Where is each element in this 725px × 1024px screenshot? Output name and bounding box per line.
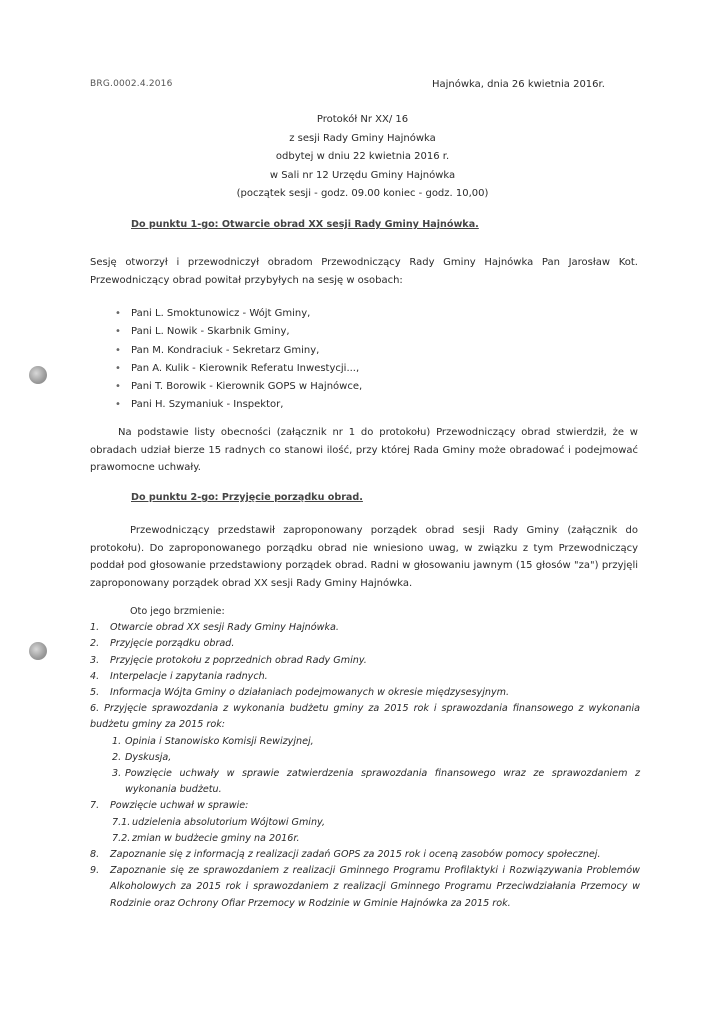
title-line-4: w Sali nr 12 Urzędu Gminy Hajnówka <box>269 169 456 181</box>
item-number: 3. <box>90 654 100 666</box>
title-line-1: Protokół Nr XX/ 16 <box>316 114 409 125</box>
document-reference: BRG.0002.4.2016 <box>90 79 173 89</box>
quorum-paragraph: Na podstawie listy obecności (załącznik nr 1 do protokołu) Przewodniczący obrad stwierdził, że w obradach udział bierze 15 radnych co stanowi ilość, przy której Rada Gminy może obradować i podejmować prawomocne uchwały. <box>90 427 638 473</box>
section-2-heading: Do punktu 2-go: Przyjęcie porządku obrad. <box>131 492 363 503</box>
list-item <box>90 815 640 831</box>
opening-paragraph: Sesję otworzył i przewodniczył obradom Przewodniczący Rady Gminy Hajnówka Pan Jarosław Kot. Przewodniczący obrad powitał przybyłych na sesję w osobach: <box>90 257 638 286</box>
list-item: • Pani L. Smoktunowicz - Wójt Gminy, <box>115 305 362 323</box>
item-number: 4. <box>90 670 100 682</box>
list-item <box>90 798 640 814</box>
item-text: Informacja Wójta Gminy o działaniach podejmowanych w okresie międzysesyjnym. <box>110 687 510 699</box>
list-item <box>90 636 640 652</box>
list-item <box>90 831 640 847</box>
item-number: 1. <box>90 622 100 634</box>
item-text: Powzięcie uchwał w sprawie: <box>110 800 249 812</box>
list-item: • Pani T. Borowik - Kierownik GOPS w Hajnówce, <box>115 378 362 396</box>
place-and-date: Hajnówka, dnia 26 kwietnia 2016r. <box>432 79 605 90</box>
list-item <box>90 701 640 733</box>
punch-hole-top <box>29 366 47 384</box>
item-number: 7.2. <box>112 832 131 844</box>
list-item <box>90 620 640 636</box>
item-number: 2. <box>112 751 122 763</box>
item-text: Przyjęcie porządku obrad. <box>110 638 235 650</box>
list-item: • Pani H. Szymaniuk - Inspektor, <box>115 396 362 414</box>
item-number: 7.1. <box>112 816 131 828</box>
item-text: Powzięcie uchwały w sprawie zatwierdzenia sprawozdania finansowego wraz ze sprawozdaniem z wykonania budżetu. <box>125 768 640 796</box>
title-line-5: (początek sesji - godz. 09.00 koniec - godz. 10,00) <box>236 188 489 199</box>
item-number: 8. <box>90 849 100 861</box>
section-1-heading: Do punktu 1-go: Otwarcie obrad XX sesji Rady Gminy Hajnówka. <box>131 219 479 230</box>
list-item: • Pani L. Nowik - Skarbnik Gminy, <box>115 323 362 341</box>
item-number: 9. <box>90 865 100 877</box>
item-text: Przyjęcie protokołu z poprzednich obrad Rady Gminy. <box>110 654 367 666</box>
title-line-2: z sesji Rady Gminy Hajnówka <box>289 132 436 144</box>
item-text: Dyskusja, <box>125 751 172 763</box>
list-item <box>90 734 640 750</box>
list-item <box>90 685 640 701</box>
item-text: Opinia i Stanowisko Komisji Rewizyjnej, <box>125 735 314 747</box>
item-text: Zapoznanie się ze sprawozdaniem z realizacji Gminnego Programu Profilaktyki i Rozwiązywania Problemów Alkoholowych za 2015 rok i sprawozdaniem z realizacji Gminnego Programu Przeciwdziałania Przemocy w Rodzinie oraz Ochrony Ofiar Przemocy w Rodzinie w Gminie Hajnówka za 2015 rok. <box>110 865 640 909</box>
item-text: Przyjęcie sprawozdania z wykonania budżetu gminy za 2015 rok i sprawozdania finansowego z wykonania budżetu gminy za 2015 rok: <box>90 703 640 731</box>
list-item: • Pan A. Kulik - Kierownik Referatu Inwestycji..., <box>115 360 362 378</box>
protocol-title <box>0 111 725 204</box>
agenda-adoption-paragraph: Przewodniczący przedstawił zaproponowany porządek obrad sesji Rady Gminy (załącznik do protokołu). Do zaproponowanego porządku obrad nie wniesiono uwag, w związku z tym Przewodniczący poddał pod głosowanie przedstawiony porządek obrad. Radni w głosowaniu jawnym (15 głosów "za") przyjęli zaproponowany porządek obrad XX sesji Rady Gminy Hajnówka. <box>90 525 638 589</box>
list-item <box>90 847 640 863</box>
list-item: • Pan M. Kondraciuk - Sekretarz Gminy, <box>115 342 362 360</box>
item-number: 7. <box>90 800 100 812</box>
title-line-3: odbytej w dniu 22 kwietnia 2016 r. <box>275 151 450 162</box>
list-item <box>90 750 640 766</box>
agenda-intro: Oto jego brzmienie: <box>130 606 225 617</box>
list-item <box>90 669 640 685</box>
item-text: udzielenia absolutorium Wójtowi Gminy, <box>132 816 326 828</box>
agenda-list <box>90 604 640 912</box>
item-number: 6. <box>90 703 100 715</box>
punch-hole-bottom <box>29 642 47 660</box>
item-number: 1. <box>112 735 122 747</box>
list-item <box>90 653 640 669</box>
item-text: Interpelacje i zapytania radnych. <box>110 670 268 682</box>
item-number: 3. <box>112 768 122 780</box>
item-number: 2. <box>90 638 100 650</box>
attendee-list <box>115 305 362 415</box>
item-text: Zapoznanie się z informacją z realizacji zadań GOPS za 2015 rok i oceną zasobów pomocy społecznej. <box>110 849 601 861</box>
item-number: 5. <box>90 687 100 699</box>
item-text: zmian w budżecie gminy na 2016r. <box>132 832 300 844</box>
list-item <box>90 863 640 912</box>
item-text: Otwarcie obrad XX sesji Rady Gminy Hajnówka. <box>110 622 339 634</box>
list-item <box>90 766 640 798</box>
